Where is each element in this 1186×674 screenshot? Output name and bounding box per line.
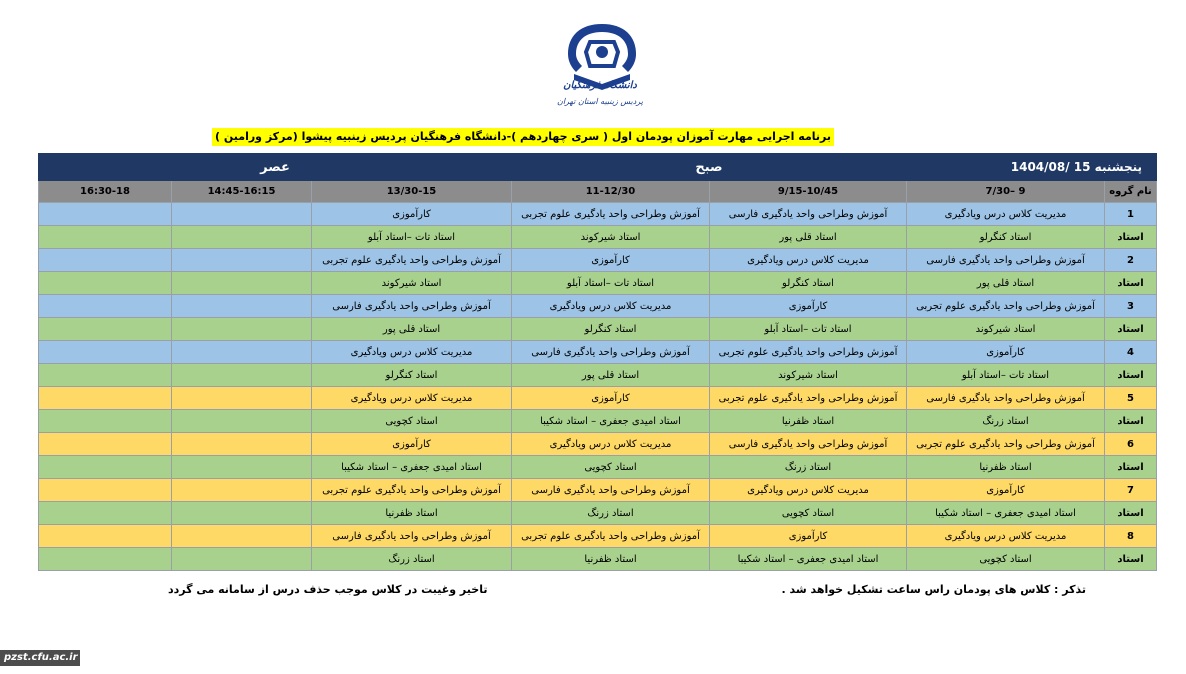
logo-caption-university: دانشگاه فرهنگیان [563,80,637,91]
schedule-cell [39,295,172,318]
group-row [39,341,1157,364]
schedule-cell [39,433,172,456]
teacher-row [39,364,1157,387]
group-label: استاد [1105,548,1157,571]
schedule-cell [172,318,312,341]
group-label: 8 [1105,525,1157,548]
schedule-cell [172,341,312,364]
schedule-cell: استاد تات –استاد آبلو [512,272,710,295]
group-label: استاد [1105,456,1157,479]
schedule-cell: استاد امیدی جعفری – استاد شکیبا [512,410,710,433]
time-slot: 11-12/30 [512,181,710,203]
schedule-cell: آموزش وطراحی واحد یادگیری فارسی [710,433,907,456]
schedule-cell [39,456,172,479]
schedule-cell: مدیریت کلاس درس ویادگیری [512,295,710,318]
schedule-header-row [39,154,1157,181]
schedule-cell: استاد زرنگ [512,502,710,525]
schedule-cell: استاد ظفرنیا [907,456,1105,479]
schedule-cell [172,548,312,571]
schedule-cell [39,249,172,272]
schedule-cell [39,548,172,571]
schedule-cell: استاد شیرکوند [710,364,907,387]
time-slot: 13/30-15 [312,181,512,203]
schedule-cell [172,272,312,295]
schedule-cell [172,249,312,272]
group-label: 5 [1105,387,1157,410]
group-row [39,249,1157,272]
time-slot: 14:45-16:15 [172,181,312,203]
group-label: استاد [1105,410,1157,433]
time-slot: 9/15-10/45 [710,181,907,203]
group-label: استاد [1105,318,1157,341]
teacher-row [39,548,1157,571]
schedule-cell: استاد کنگرلو [907,226,1105,249]
schedule-cell [39,226,172,249]
schedule-cell: مدیریت کلاس درس ویادگیری [907,525,1105,548]
schedule-cell: مدیریت کلاس درس ویادگیری [312,387,512,410]
schedule-cell: استاد کنگرلو [710,272,907,295]
schedule-cell: کارآموزی [312,433,512,456]
schedule-cell [39,387,172,410]
schedule-cell: استاد قلی پور [907,272,1105,295]
schedule-cell [39,410,172,433]
schedule-cell: استاد قلی پور [312,318,512,341]
teacher-row [39,226,1157,249]
group-label: 7 [1105,479,1157,502]
logo-caption-campus: پردیس زینبیه استان تهران [557,97,643,106]
schedule-cell: آموزش وطراحی واحد یادگیری فارسی [312,295,512,318]
group-row [39,295,1157,318]
morning-label: صبح [512,154,907,181]
group-label: استاد [1105,502,1157,525]
group-row [39,387,1157,410]
schedule-cell: استاد تات –استاد آبلو [710,318,907,341]
schedule-date: پنجشنبه 15 /1404/08 [907,154,1157,181]
schedule-cell: استاد تات –استاد آبلو [312,226,512,249]
teacher-row [39,502,1157,525]
schedule-cell: استاد امیدی جعفری – استاد شکیبا [710,548,907,571]
group-label: استاد [1105,226,1157,249]
schedule-cell [172,479,312,502]
schedule-cell [172,410,312,433]
schedule-cell: آموزش وطراحی واحد یادگیری علوم تجربی [907,295,1105,318]
program-title: برنامه اجرایی مهارت آموزان پودمان اول ( سری چهاردهم )-دانشگاه فرهنگیان پردیس زینبیه پیشوا (مرکز ورامین ) [212,128,834,146]
schedule-cell [39,502,172,525]
afternoon-label: عصر [39,154,512,181]
schedule-cell: استاد امیدی جعفری – استاد شکیبا [312,456,512,479]
footer-note: تذکر : کلاس های پودمان راس ساعت تشکیل خواهد شد . [781,583,1086,596]
schedule-cell: استاد شیرکوند [512,226,710,249]
teacher-row [39,272,1157,295]
schedule-cell: مدیریت کلاس درس ویادگیری [710,249,907,272]
schedule-cell: آموزش وطراحی واحد یادگیری علوم تجربی [512,525,710,548]
schedule-cell: استاد ظفرنیا [710,410,907,433]
schedule-cell: کارآموزی [512,249,710,272]
schedule-cell: آموزش وطراحی واحد یادگیری علوم تجربی [710,341,907,364]
schedule-cell: استاد زرنگ [312,548,512,571]
schedule-cell [39,203,172,226]
schedule-cell [39,318,172,341]
schedule-cell [172,502,312,525]
schedule-cell [172,433,312,456]
schedule-cell: استاد تات –استاد آبلو [907,364,1105,387]
schedule-cell: مدیریت کلاس درس ویادگیری [312,341,512,364]
schedule-cell: آموزش وطراحی واحد یادگیری علوم تجربی [312,479,512,502]
schedule-cell: استاد کنگرلو [312,364,512,387]
schedule-cell: کارآموزی [907,341,1105,364]
schedule-cell: استاد کچویی [312,410,512,433]
group-label: 3 [1105,295,1157,318]
group-label: استاد [1105,272,1157,295]
time-slot-row [39,181,1157,203]
schedule-cell [172,387,312,410]
schedule-cell: آموزش وطراحی واحد یادگیری فارسی [710,203,907,226]
schedule-cell: آموزش وطراحی واحد یادگیری فارسی [907,387,1105,410]
footer-warning: تاخیر وغیبت در کلاس موجب حذف درس از سامانه می گردد [168,583,488,596]
schedule-cell: استاد کنگرلو [512,318,710,341]
group-row [39,525,1157,548]
schedule-table [38,153,1157,571]
schedule-cell: استاد امیدی جعفری – استاد شکیبا [907,502,1105,525]
teacher-row [39,410,1157,433]
schedule-cell: استاد قلی پور [512,364,710,387]
group-label: 1 [1105,203,1157,226]
schedule-cell: آموزش وطراحی واحد یادگیری فارسی [312,525,512,548]
schedule-cell: آموزش وطراحی واحد یادگیری علوم تجربی [512,203,710,226]
schedule-cell: استاد کچویی [907,548,1105,571]
schedule-cell: آموزش وطراحی واحد یادگیری فارسی [512,341,710,364]
schedule-cell [172,456,312,479]
schedule-cell: استاد کچویی [710,502,907,525]
schedule-cell: آموزش وطراحی واحد یادگیری علوم تجربی [907,433,1105,456]
schedule-cell: آموزش وطراحی واحد یادگیری فارسی [512,479,710,502]
group-label: استاد [1105,364,1157,387]
group-row [39,433,1157,456]
time-slot: 9 –7/30 [907,181,1105,203]
schedule-cell: استاد ظفرنیا [312,502,512,525]
schedule-cell: مدیریت کلاس درس ویادگیری [512,433,710,456]
group-header: نام گروه [1105,181,1157,203]
teacher-row [39,318,1157,341]
schedule-cell: استاد ظفرنیا [512,548,710,571]
group-row [39,479,1157,502]
website-watermark: pzst.cfu.ac.ir [0,650,80,666]
schedule-cell: آموزش وطراحی واحد یادگیری علوم تجربی [312,249,512,272]
time-slot: 16:30-18 [39,181,172,203]
schedule-cell: کارآموزی [710,295,907,318]
schedule-cell: مدیریت کلاس درس ویادگیری [907,203,1105,226]
schedule-cell: استاد قلی پور [710,226,907,249]
teacher-row [39,456,1157,479]
schedule-cell [39,525,172,548]
schedule-cell: کارآموزی [907,479,1105,502]
schedule-cell [172,226,312,249]
group-label: 6 [1105,433,1157,456]
schedule-cell [172,295,312,318]
schedule-cell [172,364,312,387]
schedule-cell: استاد زرنگ [710,456,907,479]
schedule-cell [39,364,172,387]
schedule-cell: استاد کچویی [512,456,710,479]
schedule-cell [39,479,172,502]
schedule-cell: آموزش وطراحی واحد یادگیری علوم تجربی [710,387,907,410]
schedule-cell [39,341,172,364]
schedule-cell: استاد زرنگ [907,410,1105,433]
schedule-cell: آموزش وطراحی واحد یادگیری فارسی [907,249,1105,272]
schedule-cell: کارآموزی [512,387,710,410]
schedule-cell [172,525,312,548]
schedule-cell [172,203,312,226]
group-label: 4 [1105,341,1157,364]
schedule-cell [39,272,172,295]
schedule-cell: استاد شیرکوند [907,318,1105,341]
group-row [39,203,1157,226]
schedule-cell: کارآموزی [710,525,907,548]
schedule-cell: استاد شیرکوند [312,272,512,295]
schedule-cell: مدیریت کلاس درس ویادگیری [710,479,907,502]
group-label: 2 [1105,249,1157,272]
schedule-cell: کارآموزی [312,203,512,226]
